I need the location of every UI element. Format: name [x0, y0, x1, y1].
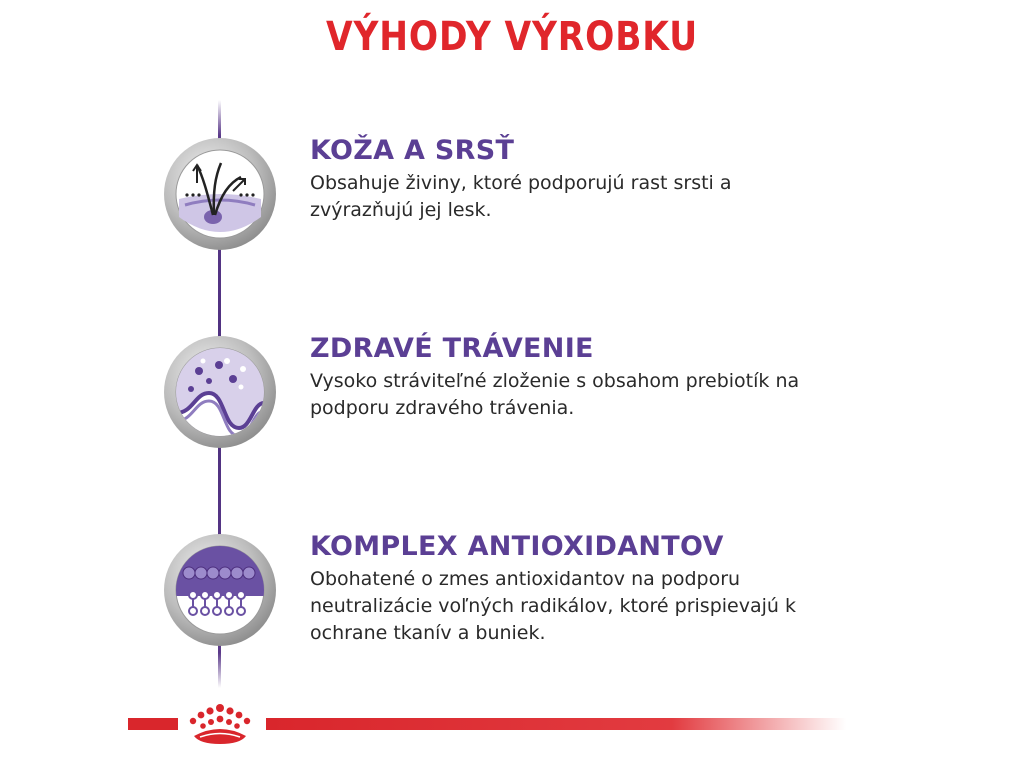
benefit-heading: ZDRAVÉ TRÁVENIE [310, 333, 594, 364]
benefit-description: Obsahuje živiny, ktoré podporujú rast srsti a zvýrazňujú jej lesk. [310, 172, 732, 221]
benefit-antioxidants [310, 531, 870, 647]
benefit-description: Vysoko stráviteľné zloženie s obsahom prebiotík na podporu zdravého trávenia. [310, 370, 800, 419]
benefit-description: Obohatené o zmes antioxidantov na podporu neutralizácie voľných radikálov, ktoré prispievajú k ochrane tkanív a buniek. [310, 568, 796, 644]
footer-line-left [128, 718, 178, 730]
benefit-heading: KOMPLEX ANTIOXIDANTOV [310, 531, 724, 562]
footer-line-right [266, 718, 846, 730]
skin-hair-icon [163, 137, 277, 251]
page-title: VÝHODY VÝROBKU [325, 14, 699, 60]
benefit-skin-coat [310, 135, 870, 224]
benefit-heading: KOŽA A SRSŤ [310, 135, 515, 166]
antioxidant-cells-icon [163, 533, 277, 647]
royal-canin-crown-icon [180, 700, 260, 748]
benefit-digestion [310, 333, 870, 422]
digestion-icon [163, 335, 277, 449]
